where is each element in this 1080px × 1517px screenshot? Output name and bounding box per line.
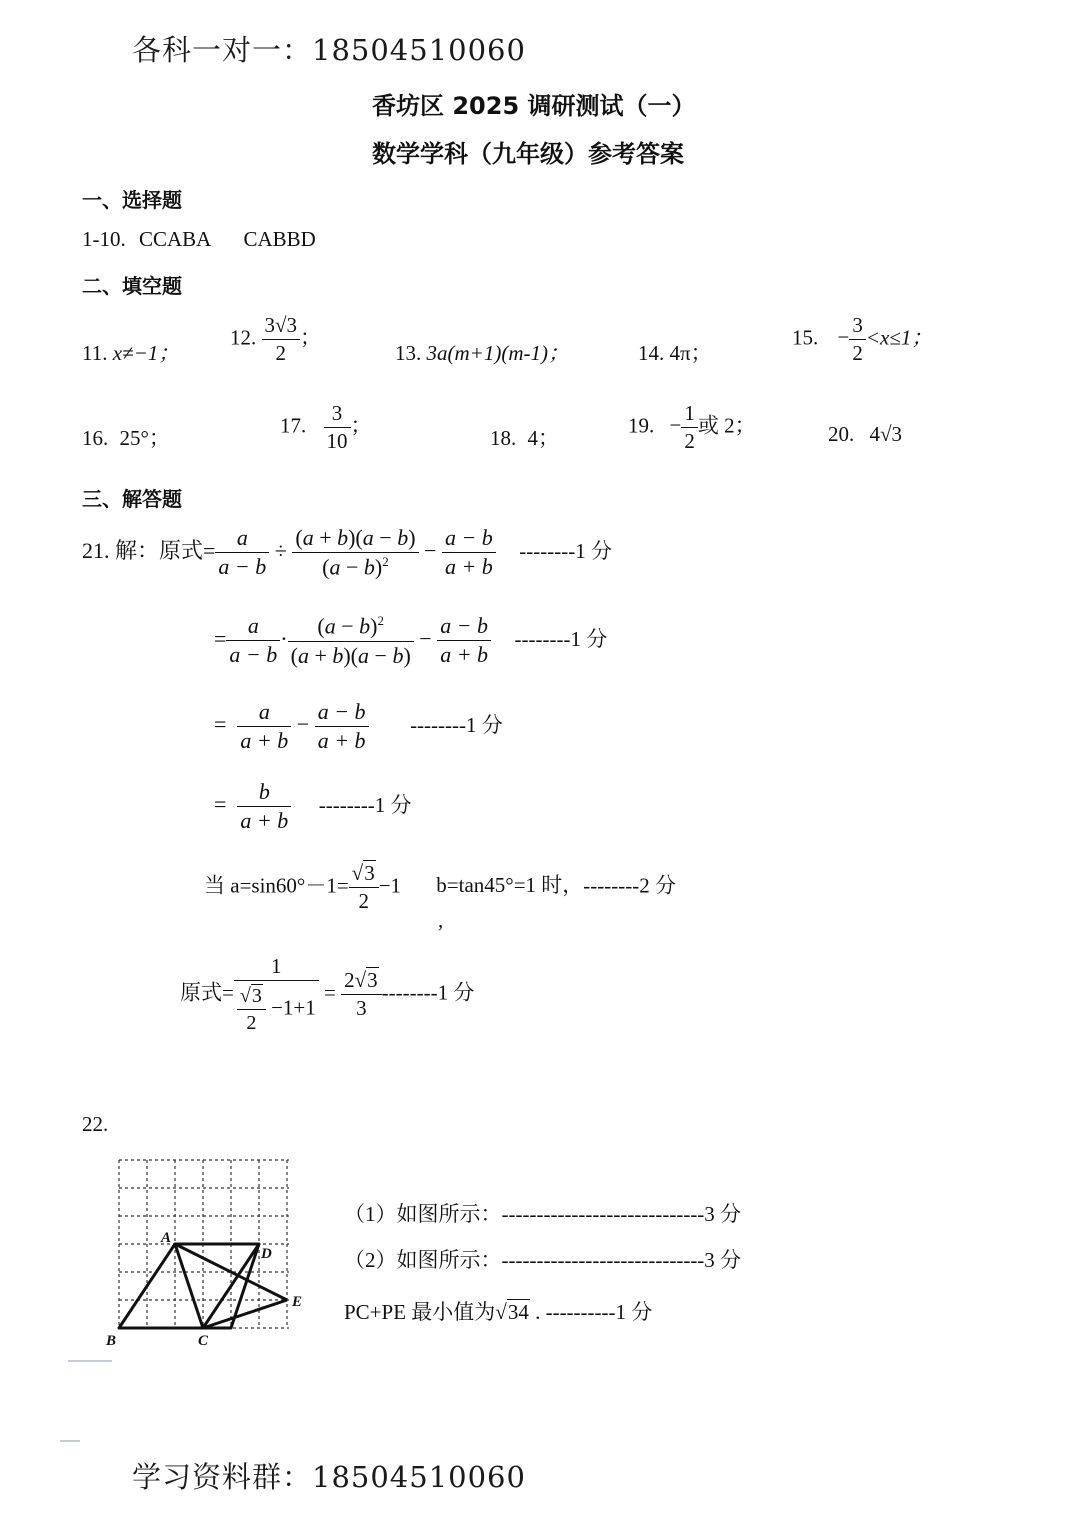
q22-part1-mark: -----------------------------3 分 [501, 1202, 742, 1226]
fraction-denominator: 2 [849, 339, 866, 365]
item-prefix: − [837, 325, 850, 350]
item-suffix: ； [350, 413, 372, 438]
q21-step2-frac-3: $\frac{a - b}{a + b}$ [437, 614, 491, 667]
fill-item-17 [280, 402, 372, 453]
fraction-denominator: 10 [324, 427, 351, 453]
header-banner: 各科一对一：18504510060 [132, 33, 526, 67]
q21-step1-mark: --------1 分 [519, 538, 612, 563]
item-number: 18. [490, 426, 517, 450]
q22-minimum: PC+PE 最小值为√34 . ----------1 分 [344, 1300, 653, 1324]
fraction-numerator: 3 [331, 401, 343, 425]
item-prefix: − [669, 413, 682, 438]
stray-comma: , [438, 908, 444, 932]
fill-item-19 [628, 402, 756, 453]
q21-result-mark: --------1 分 [381, 980, 475, 1005]
item-answer: 3a(m+1)(m-1)； [426, 341, 569, 365]
fraction-numerator: 1 [684, 401, 695, 425]
q21-step2-frac-1: $\frac{a}{a - b}$ [226, 614, 280, 667]
q22-min-mark: ----------1 分 [545, 1300, 653, 1324]
item-number: 15. [792, 325, 819, 350]
q21-result-complex-frac: 1 $\frac{√3}{2}$ −1+1 [234, 955, 319, 1034]
q22-part2-mark: -----------------------------3 分 [501, 1248, 742, 1272]
section-1-heading: 一、选择题 [82, 188, 182, 212]
q21-step2-frac-2: $\frac{(a - b)^2}{(a + b)(a - b)}$ [288, 614, 414, 668]
q21-step4-mark: --------1 分 [318, 792, 412, 817]
item-answer: 4√3 [869, 422, 903, 446]
item-number: 14. [638, 341, 665, 365]
q21-substitution-b: b=tan45°=1 时， [436, 873, 584, 898]
q22-label: 22. [82, 1112, 109, 1136]
item-answer: x≠−1； [112, 341, 180, 365]
item-number: 13. [395, 341, 422, 365]
item-number: 12. [230, 325, 257, 350]
q21-step1-frac-2: $\frac{(a + b)(a - b)}{(a - b)^2}$ [292, 526, 418, 580]
choice-answers [82, 227, 316, 252]
item-number: 20. [828, 422, 855, 446]
item-number: 19. [628, 413, 655, 438]
item-suffix: <x≤1； [865, 325, 933, 350]
q21-step-2: = $\frac{a}{a - b}$ · $\frac{(a - b)^2}{(a + b)(a - b)}$ − $\frac{a - b}{a + b}$ --------1 分 [214, 613, 608, 668]
scan-smudge [68, 1360, 112, 1362]
q21-step3-frac-2: $\frac{a - b}{a + b}$ [315, 700, 369, 753]
title-line-1: 香坊区 2025 调研测试（一） [372, 92, 696, 120]
q21-step-4: = $\frac{b}{a + b}$ --------1 分 [214, 779, 412, 834]
item-suffix: 或 2； [697, 413, 756, 438]
q22-min-value: √34 [495, 1300, 529, 1324]
q21-step-3: = $\frac{a}{a + b}$ − $\frac{a - b}{a + b}$ --------1 分 [214, 699, 503, 754]
q22-part-1 [344, 1198, 741, 1228]
fraction-numerator: 3 [852, 313, 863, 337]
q22-min-text: PC+PE 最小值为 [344, 1300, 496, 1324]
item-answer: 4； [527, 426, 559, 450]
fraction-numerator: 3√3 [264, 313, 298, 337]
q22-part2-text: （2）如图所示： [344, 1248, 502, 1272]
choice-answers-group-2: CABBD [243, 227, 316, 251]
q21-step4-frac: $\frac{b}{a + b}$ [237, 780, 291, 833]
q21-label: 21. [82, 537, 110, 563]
footer-banner: 学习资料群：18504510060 [132, 1460, 526, 1494]
fraction-denominator: 2 [681, 427, 698, 453]
point-label-b: B [106, 1333, 117, 1349]
q21-result: 原式= 1 $\frac{√3}{2}$ −1+1 = $\frac{2√3}{3}$ --------1 分 [180, 954, 475, 1035]
q21-step-1: 21. 解：原式= $\frac{a}{a - b}$ ÷ $\frac{(a + b)(a - b)}{(a - b)^2}$ − $\frac{a - b}{a + b}$ --------1 分 [82, 525, 612, 580]
q21-substitution: 当 a=sin60°－1= $\frac{√3}{2}$ −1 b=tan45°=1 时，--------2 分 [204, 861, 676, 914]
item-answer: 4π； [669, 341, 712, 365]
q21-result-value: $\frac{2√3}{3}$ [341, 969, 382, 1020]
point-label-a: A [161, 1230, 172, 1246]
q21-step2-mark: --------1 分 [514, 626, 608, 651]
q22-part-2 [344, 1244, 741, 1274]
fill-item-11 [82, 337, 179, 367]
fill-item-12 [230, 314, 321, 365]
choice-answers-group-1: CCABA [139, 227, 211, 251]
item-suffix: ； [300, 325, 322, 350]
q21-intro: 解：原式= [115, 537, 216, 563]
q22-grid-figure [100, 1152, 320, 1352]
q21-step1-frac-1: $\frac{a}{a - b}$ [215, 526, 269, 579]
fill-item-20 [828, 422, 902, 447]
q21-step3-mark: --------1 分 [410, 712, 503, 737]
scan-smudge [60, 1440, 80, 1442]
q21-substitution-a: 当 a=sin60°－1= [204, 873, 349, 898]
fill-item-18 [490, 422, 559, 452]
q21-step3-frac-1: $\frac{a}{a + b}$ [237, 700, 291, 753]
fill-item-14 [638, 337, 712, 367]
title-line-2: 数学学科（九年级）参考答案 [372, 140, 684, 168]
q22-min-radicand: 34 [507, 1300, 529, 1324]
fill-item-13 [395, 337, 569, 367]
item-number: 16. [82, 426, 109, 450]
fill-item-15 [792, 314, 932, 365]
fraction-denominator: 2 [262, 339, 301, 365]
point-label-c: C [198, 1333, 209, 1349]
fill-item-16 [82, 422, 170, 452]
q21-substitution-mark: --------2 分 [583, 873, 676, 898]
point-label-d: D [261, 1246, 272, 1262]
q21-sqrt3-over-2: $\frac{√3}{2}$ [349, 862, 379, 913]
item-answer: 25°； [119, 426, 170, 450]
q21-step1-frac-3: $\frac{a - b}{a + b}$ [442, 526, 496, 579]
section-3-heading: 三、解答题 [82, 487, 182, 511]
item-number: 11. [82, 341, 108, 365]
point-label-e: E [292, 1294, 303, 1310]
q22-part1-text: （1）如图所示： [344, 1202, 502, 1226]
q21-result-label: 原式= [180, 980, 234, 1005]
item-number: 17. [280, 413, 307, 438]
choice-answers-label: 1-10. [82, 227, 126, 251]
section-2-heading: 二、填空题 [82, 274, 182, 298]
